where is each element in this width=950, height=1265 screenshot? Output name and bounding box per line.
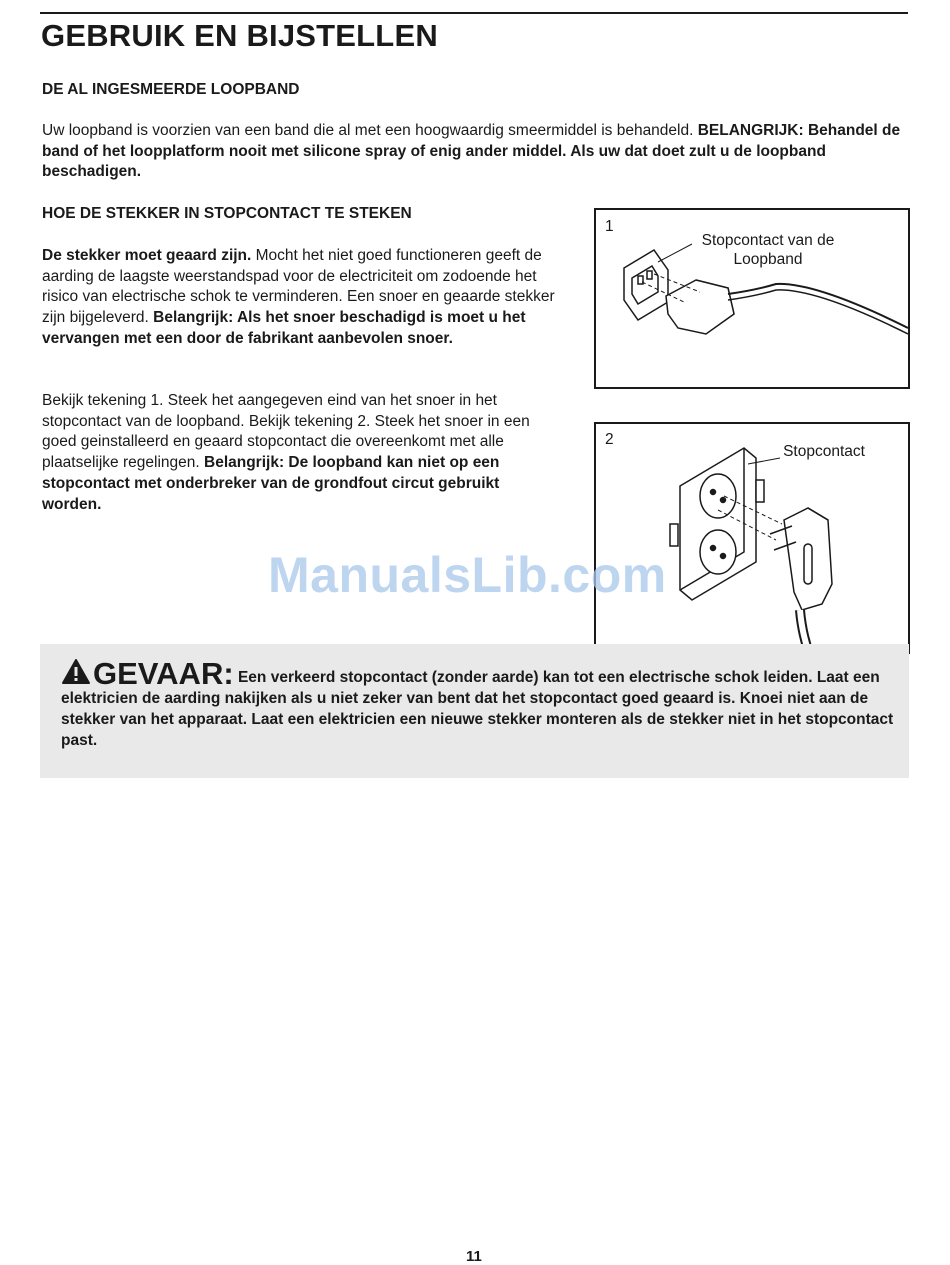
warning-paragraph (61, 658, 901, 751)
figure-1-label: Stopcontact van de Loopband (701, 232, 835, 268)
figure-2-label: Stopcontact (783, 443, 865, 460)
figure-2 (594, 422, 910, 654)
watermark: ManualsLib.com (268, 547, 667, 603)
warning-text: Een verkeerd stopcontact (zonder aarde) kan tot een electrische schok leiden. Laat een elektricien de aarding nakijken als u niet zeker van bent dat het stopcontact goed geaard is. Knoei niet aan de stekker van het apparaat. Laat een elektricien een nieuwe stekker monteren als de stekker niet in het stopcontact past. (61, 669, 894, 749)
figure-1-number: 1 (605, 218, 614, 235)
grounding-bold-start: De stekker moet geaard zijn. (42, 247, 252, 264)
lubrication-important: BELANGRIJK: Behandel de band of het loopplatform nooit met silicone spray of enig ander middel. Als uw dat doet zult u de loopband beschadigen. (42, 122, 901, 181)
grounding-text: Mocht het niet goed functioneren geeft de aarding de laagste weerstandspad voor de electriciteit om zodoende het risico van electrische schok te verminderen. Een snoer en geaarde stekker zijn bijgeleverd. (42, 247, 555, 327)
lubrication-text: Uw loopband is voorzien van een band die al met een hoogwaardig smeermiddel is behandeld. (42, 122, 698, 139)
lubrication-paragraph (42, 121, 908, 183)
warning-triangle-icon (61, 658, 91, 685)
figure-1 (594, 208, 910, 389)
plug-instructions-text: Bekijk tekening 1. Steek het aangegeven eind van het snoer in het stopcontact van de loopband. Bekijk tekening 2. Steek het snoer in een goed geinstalleerd en geaard stopcontact die overeenkomt met alle plaatselijke regelingen. (42, 392, 530, 472)
top-rule (40, 12, 908, 14)
page-title: GEBRUIK EN BIJSTELLEN (41, 18, 438, 53)
plug-instructions-paragraph (42, 391, 554, 515)
section-heading-plug: HOE DE STEKKER IN STOPCONTACT TE STEKEN (42, 205, 412, 222)
section-heading-lubricated-belt: DE AL INGESMEERDE LOOPBAND (42, 81, 300, 98)
grounding-important: Belangrijk: Als het snoer beschadigd is moet u het vervangen met een door de fabrikant aanbevolen snoer. (42, 309, 526, 347)
warning-title: GEVAAR: (93, 656, 234, 691)
page-number: 11 (466, 1248, 482, 1265)
grounding-paragraph (42, 246, 564, 350)
figure-2-number: 2 (605, 431, 614, 448)
plug-instructions-important: Belangrijk: De loopband kan niet op een stopcontact met onderbreker van de grondfout circut gebruikt worden. (42, 454, 500, 513)
